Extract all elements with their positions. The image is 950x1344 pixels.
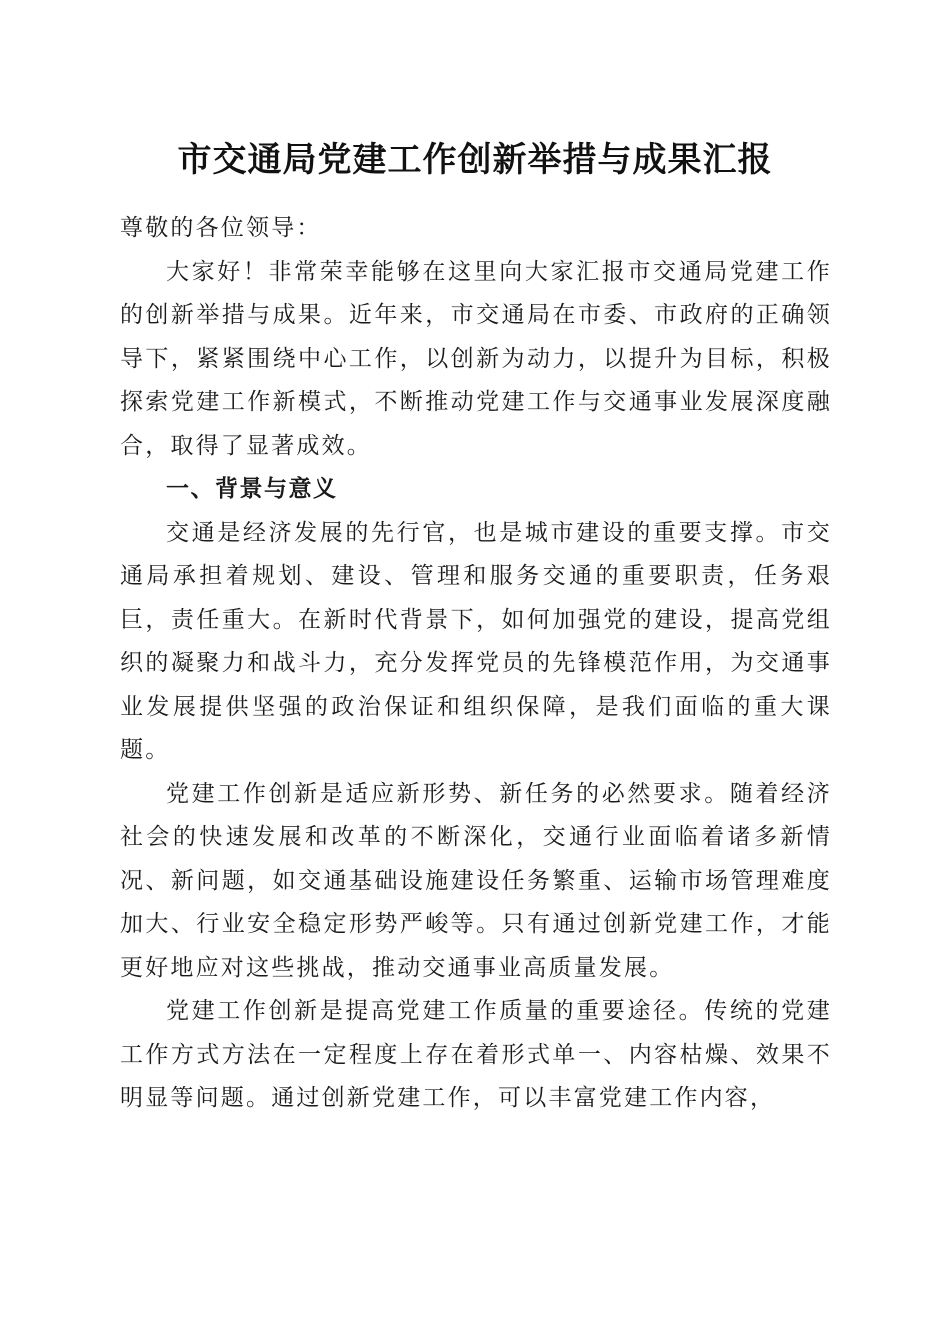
paragraph-transport-role: 交通是经济发展的先行官，也是城市建设的重要支撑。市交通局承担着规划、建设、管理和服务交通的重要职责，任务艰巨，责任重大。在新时代背景下，如何加强党的建设，提高党组织的凝聚力和战斗力，充分发挥党员的先锋模范作用，为交通事业发展提供坚强的政治保证和组织保障，是我们面临的重大课题。 [120, 519, 832, 763]
document-body [120, 207, 832, 1121]
intro-paragraph: 大家好！非常荣幸能够在这里向大家汇报市交通局党建工作的创新举措与成果。近年来，市交通局在市委、市政府的正确领导下，紧紧围绕中心工作，以创新为动力，以提升为目标，积极探索党建工作新模式，不断推动党建工作与交通事业发展深度融合，取得了显著成效。 [120, 258, 832, 459]
paragraph-innovation-quality: 党建工作创新是提高党建工作质量的重要途径。传统的党建工作方式方法在一定程度上存在着形式单一、内容枯燥、效果不明显等问题。通过创新党建工作，可以丰富党建工作内容， [120, 998, 832, 1111]
paragraph-innovation-requirement: 党建工作创新是适应新形势、新任务的必然要求。随着经济社会的快速发展和改革的不断深化，交通行业面临着诸多新情况、新问题，如交通基础设施建设任务繁重、运输市场管理难度加大、行业安全稳定形势严峻等。只有通过创新党建工作，才能更好地应对这些挑战，推动交通事业高质量发展。 [120, 780, 832, 981]
salutation: 尊敬的各位领导： [120, 215, 322, 241]
document-title: 市交通局党建工作创新举措与成果汇报 [177, 140, 773, 180]
section-heading-background: 一、背景与意义 [166, 476, 338, 502]
